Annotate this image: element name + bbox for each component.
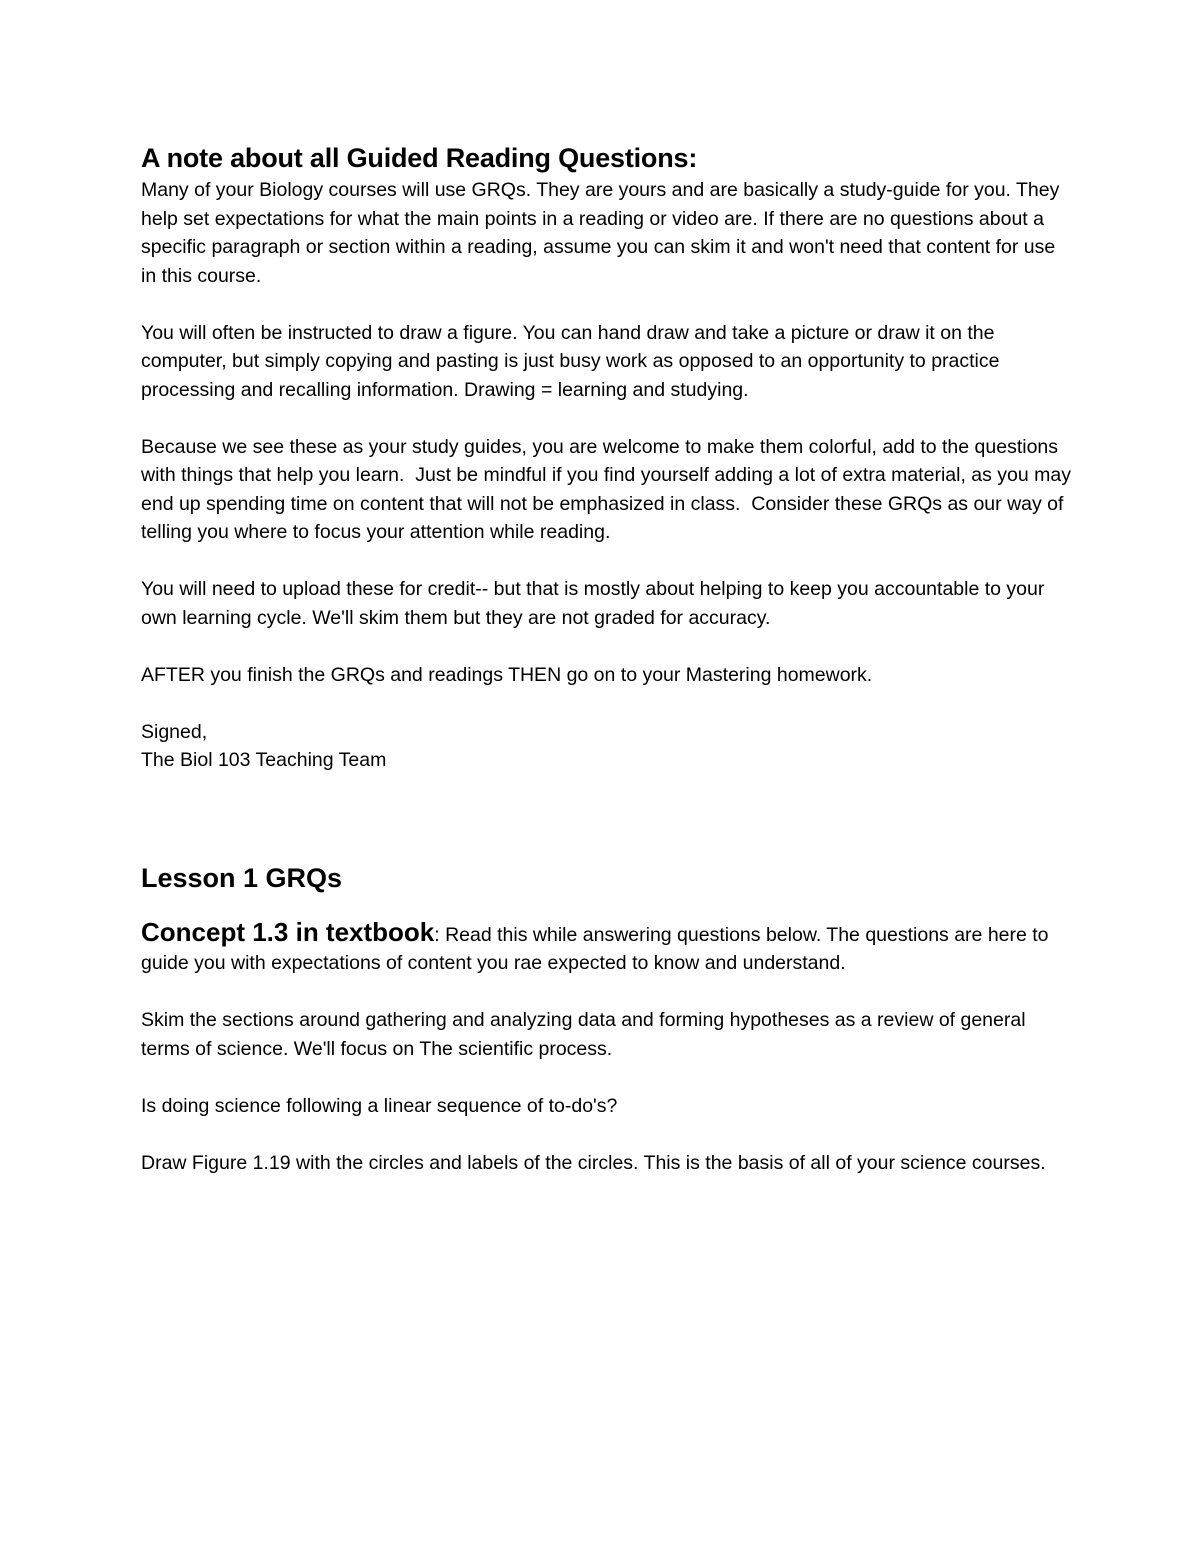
note-paragraph-4: You will need to upload these for credit-- but that is mostly about helping to keep you accountable to your own learning cycle. We'll skim them but they are not graded for accuracy. [141,578,1050,629]
concept-title: Concept 1.3 in textbook [141,916,435,947]
signed-label: Signed, [141,720,208,743]
note-paragraph-2: You will often be instructed to draw a figure. You can hand draw and take a picture or draw it on the computer, but simply copying and pasting is just busy work as opposed to an opportunity to practice processing and recalling information. Drawing = learning and studying. [141,321,1005,401]
signature: The Biol 103 Teaching Team [141,749,387,771]
section-spacer [141,775,1071,860]
document-page [141,140,1077,1206]
note-heading: A note about all Guided Reading Questions: [141,143,698,173]
note-paragraph-5: AFTER you finish the GRQs and readings THEN go on to your Mastering homework. [141,663,873,686]
lesson-paragraph-2: Is doing science following a linear sequence of to-do's? [141,1094,618,1117]
note-paragraph-3: Because we see these as your study guides, you are welcome to make them colorful, add to the questions with things that help you learn. Just be mindful if you find yourself adding a lot of extra material, as you may end up spending time on content that will not be emphasized in class. Consider these GRQs as our way of telling you where to focus your attention while reading. [141,435,1077,543]
lesson-paragraph-1: Skim the sections around gathering and analyzing data and forming hypotheses as a review of general terms of science. We'll focus on The scientific process. [141,1009,1031,1060]
concept-text: : Read this while answering questions below. The questions are here to guide you with expectations of content you rae expected to know and understand. [141,923,1054,974]
lesson-heading: Lesson 1 GRQs [141,862,343,893]
concept-paragraph [141,918,1071,978]
note-paragraph-1: Many of your Biology courses will use GRQs. They are yours and are basically a study-guide for you. They help set expectations for what the main points in a reading or video are. If there are no questions about a specific paragraph or section within a reading, assume you can skim it and won't need that content for use in this course. [141,179,1065,287]
lesson-paragraph-3: Draw Figure 1.19 with the circles and labels of the circles. This is the basis of all of your science courses. [141,1151,1046,1174]
